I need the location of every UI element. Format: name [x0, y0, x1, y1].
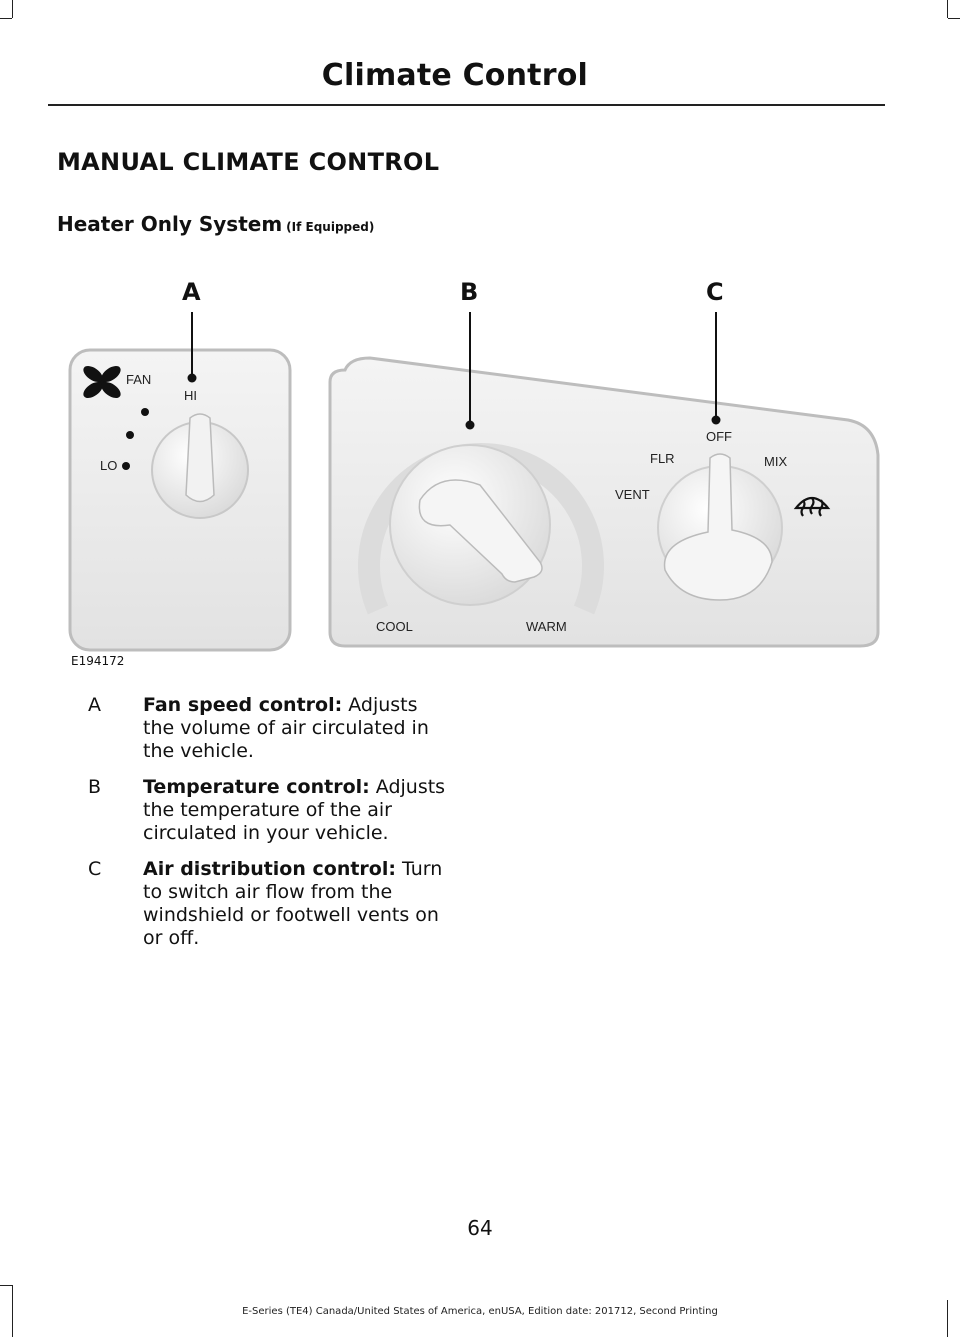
page-heading: MANUAL CLIMATE CONTROL — [57, 148, 440, 176]
fan-dot — [122, 462, 130, 470]
flr-label: FLR — [650, 451, 675, 466]
callout-dot-a — [188, 374, 197, 383]
crop-mark — [12, 0, 13, 18]
item-letter: B — [88, 776, 102, 798]
footer-text: E-Series (TE4) Canada/United States of America, enUSA, Edition date: 201712, Second Printing — [242, 1306, 718, 1317]
cool-label: COOL — [376, 619, 413, 634]
fan-dot — [141, 408, 149, 416]
callout-label-a: A — [182, 278, 201, 306]
lo-label: LO — [100, 458, 118, 473]
list-item — [88, 694, 448, 763]
fan-knob-pointer — [186, 414, 214, 502]
section-title: Climate Control — [321, 58, 588, 93]
crop-mark — [947, 0, 948, 18]
crop-mark — [948, 18, 960, 19]
item-body — [143, 776, 448, 845]
hi-label: HI — [184, 388, 197, 403]
off-label: OFF — [706, 429, 732, 444]
item-term: Fan speed control: — [143, 694, 343, 716]
item-term: Air distribution control: — [143, 858, 396, 880]
subheading-text: Heater Only System — [57, 212, 283, 236]
item-body — [143, 694, 448, 763]
callout-label-b: B — [460, 278, 479, 306]
warm-label: WARM — [526, 619, 567, 634]
subheading-note: (If Equipped) — [286, 220, 375, 234]
item-desc: Adjusts the volume of air circulated in the vehicle. — [143, 694, 429, 762]
callout-dot-b — [466, 421, 475, 430]
item-desc: Adjusts the temperature of the air circulated in your vehicle. — [143, 776, 446, 844]
callout-dot-c — [712, 416, 721, 425]
item-letter: A — [88, 694, 101, 716]
item-body — [143, 858, 448, 950]
list-item — [88, 858, 448, 950]
subheading — [57, 212, 374, 236]
page-number: 64 — [467, 1216, 493, 1240]
fan-dot — [126, 431, 134, 439]
vent-label: VENT — [615, 487, 650, 502]
crop-mark — [0, 18, 12, 19]
climate-control-figure — [60, 270, 890, 670]
crop-mark — [0, 1285, 12, 1286]
item-letter: C — [88, 858, 102, 880]
item-desc: Turn to switch air flow from the windshield or footwell vents on or off. — [143, 858, 443, 949]
callout-label-c: C — [706, 278, 724, 306]
header-rule — [48, 104, 885, 106]
mix-label: MIX — [764, 454, 788, 469]
figure-id: E194172 — [71, 654, 125, 668]
fan-label: FAN — [126, 372, 152, 387]
item-term: Temperature control: — [143, 776, 370, 798]
list-item — [88, 776, 448, 845]
item-list — [88, 694, 448, 963]
